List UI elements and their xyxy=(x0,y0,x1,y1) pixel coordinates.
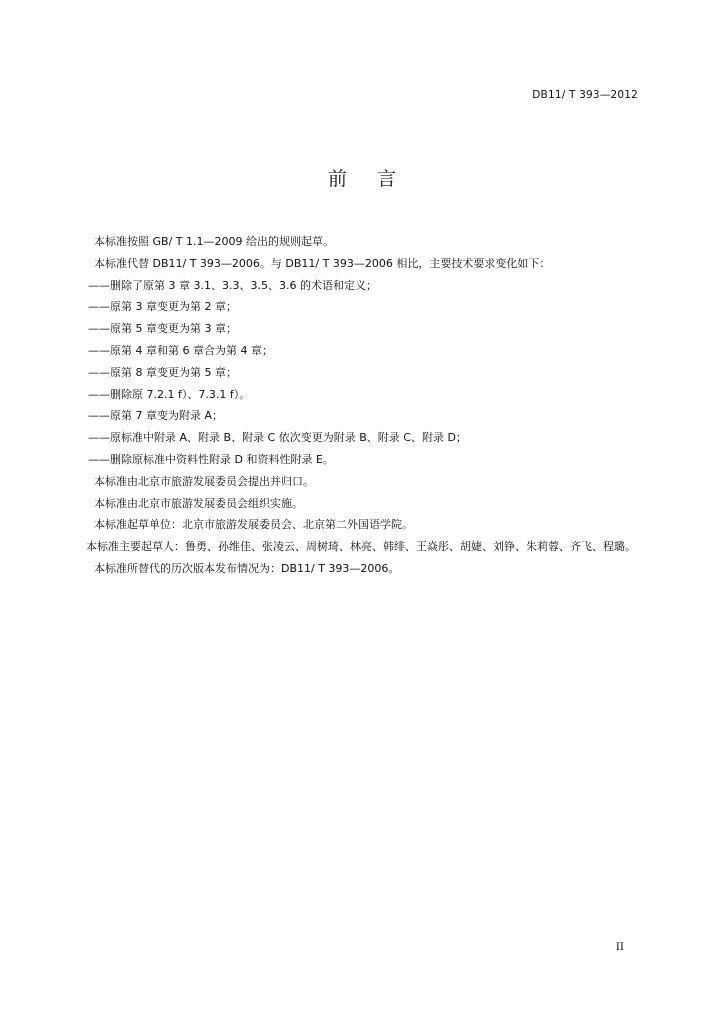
document-code: DB11/ T 393—2012 xyxy=(532,89,638,101)
paragraph-drafters: 本标准主要起草人：鲁勇、孙维佳、张凌云、周树琦、林亮、韩绯、王焱彤、胡婕、刘铮、朱莉蓉、齐飞、程璐。 xyxy=(86,540,636,554)
change-item-ch3: ——原第 3 章变更为第 2 章； xyxy=(88,300,237,314)
foreword-body xyxy=(68,231,664,580)
change-item-delete-7: ——删除原 7.2.1 f）、7.3.1 f）。 xyxy=(88,387,251,401)
page-number: II xyxy=(615,941,624,953)
change-item-ch5: ——原第 5 章变更为第 3 章； xyxy=(88,322,237,336)
paragraph-proposed-by: 本标准由北京市旅游发展委员会提出并归口。 xyxy=(94,474,314,488)
paragraph-implemented-by: 本标准由北京市旅游发展委员会组织实施。 xyxy=(94,496,303,510)
change-item-terms: ——删除了原第 3 章 3.1、3.3、3.5、3.6 的术语和定义； xyxy=(88,278,377,292)
change-item-ch4-ch6: ——原第 4 章和第 6 章合为第 4 章； xyxy=(88,343,273,357)
paragraph-drafting-rules: 本标准按照 GB/ T 1.1—2009 给出的规则起草。 xyxy=(94,235,334,248)
change-item-appendices: ——原标准中附录 A、附录 B、附录 C 依次变更为附录 B、附录 C、附录 D； xyxy=(88,431,467,445)
change-item-delete-appendices: ——删除原标准中资料性附录 D 和资料性附录 E。 xyxy=(88,452,334,466)
page-title: 前言 xyxy=(327,168,426,190)
paragraph-replacement: 本标准代替 DB11/ T 393—2006。与 DB11/ T 393—2006 相比，主要技术要求变化如下： xyxy=(94,256,551,270)
change-item-ch7: ——原第 7 章变为附录 A； xyxy=(88,409,224,423)
paragraph-previous-versions: 本标准所替代的历次版本发布情况为：DB11/ T 393—2006。 xyxy=(94,561,400,575)
paragraph-drafting-units: 本标准起草单位：北京市旅游发展委员会、北京第二外国语学院。 xyxy=(94,518,413,532)
change-item-ch8: ——原第 8 章变更为第 5 章； xyxy=(88,365,237,379)
